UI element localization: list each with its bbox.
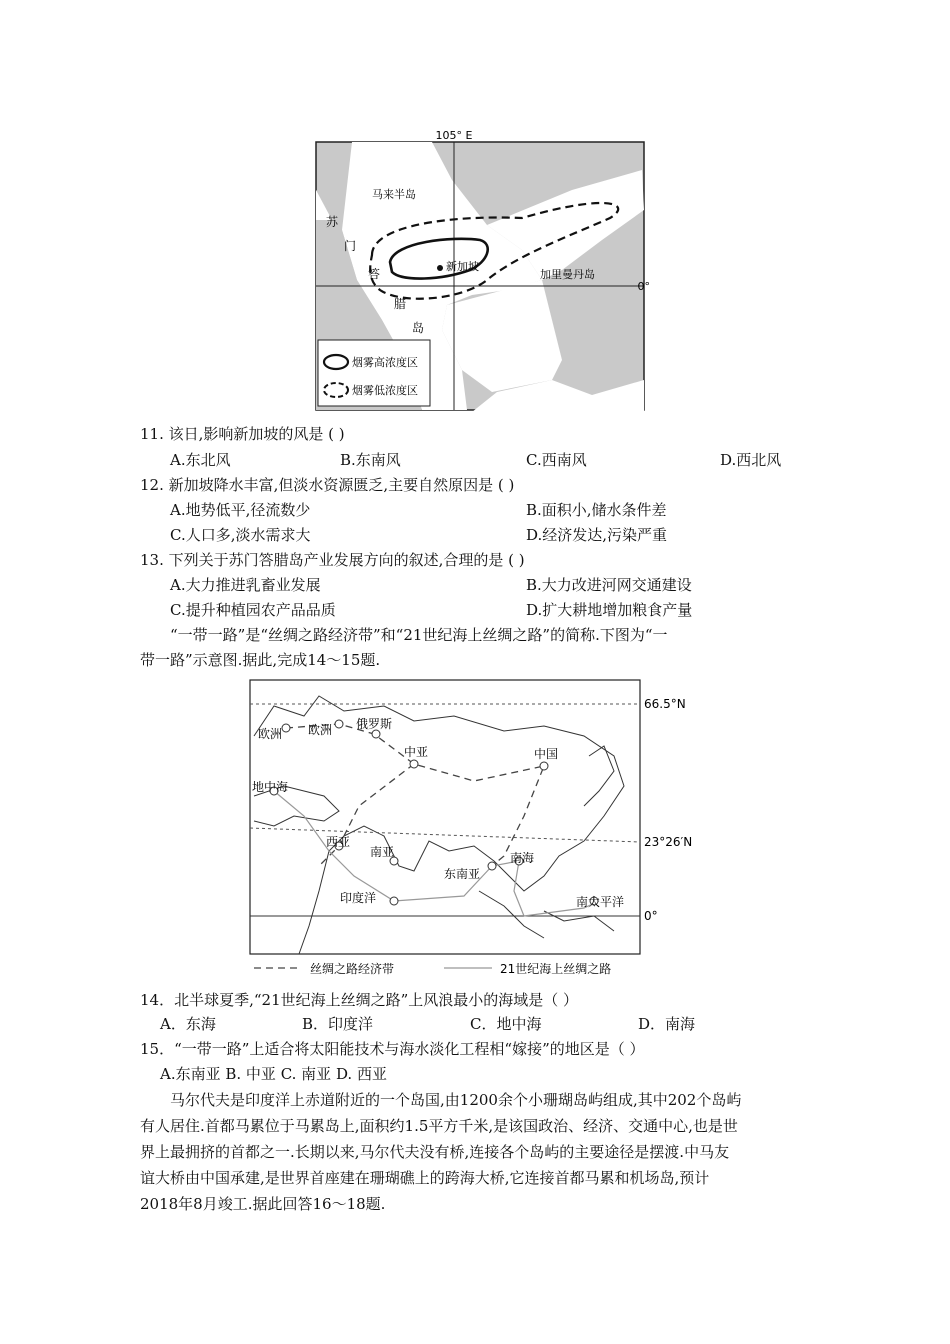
belt-road-map-svg (244, 676, 706, 982)
intro3-line2: 有人居住.首都马累位于马累岛上,面积约1.5平方千米,是该国政治、经济、交通中心,也是世 (140, 1117, 738, 1135)
singapore-smog-map (312, 130, 652, 412)
node-europe2 (335, 720, 343, 728)
node-china (540, 762, 548, 770)
place-russia: 俄罗斯 (356, 717, 393, 731)
map1-place-singapore: 新加坡 (446, 260, 479, 273)
lat-665-label: 66.5°N (644, 697, 686, 711)
place-southeast-asia: 东南亚 (444, 867, 481, 881)
q12-option-b: B.面积小,储水条件差 (526, 501, 667, 519)
legend-high-label: 烟雾高浓度区 (352, 356, 418, 369)
q13-option-d: D.扩大耕地增加粮食产量 (526, 601, 693, 619)
q11-option-d: D.西北风 (720, 451, 782, 469)
q13-option-c: C.提升种植园农产品品质 (170, 601, 336, 619)
q13-stem: 13. 下列关于苏门答腊岛产业发展方向的叙述,合理的是 ( ) (140, 551, 525, 569)
q15-stem: 15．“一带一路”上适合将太阳能技术与海水淡化工程相“嫁接”的地区是（ ） (140, 1040, 645, 1058)
q12-option-d: D.经济发达,污染严重 (526, 526, 668, 544)
q11-option-b: B.东南风 (340, 451, 401, 469)
q14-option-c: C．地中海 (470, 1015, 542, 1033)
map1-place-da: 答 (368, 267, 381, 281)
q12-option-a: A.地势低平,径流数少 (170, 501, 311, 519)
map1-place-men: 门 (344, 239, 357, 253)
q11-stem: 11. 该日,影响新加坡的风是 ( ) (140, 425, 345, 443)
lat-2326-label: 23°26′N (644, 835, 693, 849)
q12-stem: 12. 新加坡降水丰富,但淡水资源匮乏,主要自然原因是 ( ) (140, 476, 515, 494)
lat-0-label: 0° (644, 909, 658, 923)
legend-land-label: 丝绸之路经济带 (310, 962, 395, 976)
singapore-smog-map-svg (312, 130, 652, 412)
map1-place-la: 腊 (394, 297, 407, 311)
legend-sea-label: 21世纪海上丝绸之路 (500, 962, 612, 976)
map1-place-malay: 马来半岛 (372, 188, 416, 201)
place-south-asia: 南亚 (370, 845, 395, 859)
q14-option-a: A．东海 (160, 1015, 216, 1033)
intro3-line5: 2018年8月竣工.据此回答16～18题. (140, 1195, 386, 1213)
place-china: 中国 (534, 747, 559, 761)
map1-place-su: 苏 (326, 215, 339, 229)
place-central-asia: 中亚 (404, 745, 429, 759)
place-mediterranean: 地中海 (252, 780, 289, 794)
singapore-marker (437, 265, 443, 271)
q13-option-a: A.大力推进乳畜业发展 (170, 576, 321, 594)
q12-option-c: C.人口多,淡水需求大 (170, 526, 311, 544)
belt-road-map (244, 676, 706, 982)
q14-stem: 14．北半球夏季,“21世纪海上丝绸之路”上风浪最小的海域是（ ） (140, 991, 579, 1009)
q11-option-c: C.西南风 (526, 451, 587, 469)
q13-option-b: B.大力改进河网交通建设 (526, 576, 692, 594)
q14-option-d: D．南海 (638, 1015, 696, 1033)
map1-place-dao: 岛 (412, 321, 425, 335)
node-central-asia (410, 760, 418, 768)
intro3-line3: 界上最拥挤的首都之一.长期以来,马尔代夫没有桥,连接各个岛屿的主要途径是摆渡.中马友 (140, 1143, 730, 1161)
node-russia (372, 730, 380, 738)
map1-lat-label: 0° (637, 280, 650, 293)
map1-lon-label: 105° E (435, 130, 473, 142)
place-indian-ocean: 印度洋 (340, 891, 377, 905)
q15-options: A.东南亚 B. 中亚 C. 南亚 D. 西亚 (160, 1065, 387, 1083)
intro3-line1: 马尔代夫是印度洋上赤道附近的一个岛国,由1200余个小珊瑚岛屿组成,其中202个岛屿 (170, 1091, 742, 1109)
map1-place-kalimantan: 加里曼丹岛 (540, 268, 595, 281)
legend-low-label: 烟雾低浓度区 (352, 384, 418, 397)
intro3-line4: 谊大桥由中国承建,是世界首座建在珊瑚礁上的跨海大桥,它连接首都马累和机场岛,预计 (140, 1169, 710, 1187)
node-southeast-asia (488, 862, 496, 870)
place-west-asia: 西亚 (326, 835, 351, 849)
node-indian-ocean (390, 897, 398, 905)
node-europe1 (282, 724, 290, 732)
map2-frame (250, 680, 640, 954)
q11-option-a: A.东北风 (170, 451, 231, 469)
place-south-sea: 南海 (510, 851, 535, 865)
q14-option-b: B．印度洋 (302, 1015, 374, 1033)
place-south-pacific: 南太平洋 (576, 895, 625, 909)
intro2-line2: 带一路”示意图.据此,完成14～15题. (140, 651, 381, 669)
place-europe1: 欧洲 (258, 727, 283, 741)
place-europe2: 欧洲 (308, 723, 333, 737)
intro2-line1: “一带一路”是“丝绸之路经济带”和“21世纪海上丝绸之路”的简称.下图为“一 (170, 626, 668, 644)
